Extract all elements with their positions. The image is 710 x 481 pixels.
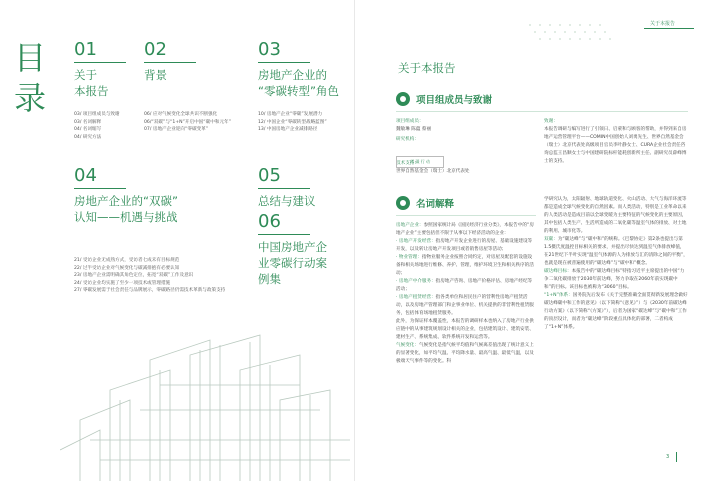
entry-text: 为“碳达峰”与“碳中和”的统称。《巴黎协定》第2条也提出与第1.5摄氏度温控目标相关的要求，并提出尽快达到温室气体排放峰值，在21世纪下半叶实现“温室气体源的人为排放与汇的清除之间的平衡”，也就是现在被普遍使用的“碳达峰”与“碳中和”概念。: [544, 237, 688, 266]
glossary-entry: [396, 294, 536, 318]
entry-text: 此外，为保证样本覆盖性，本报告的调研样本也纳入了房地产行业供应链中的从事建筑规划设计相关的企业，包括建筑设计、建筑安装、建材生产、系统集成、软件系统开发和运营等。: [396, 319, 534, 340]
page-number: 3: [666, 454, 670, 460]
member-text: 世界自然基金会（瑞士）北京代表处: [396, 169, 470, 174]
toc-title-text: 目录: [14, 39, 47, 117]
section-sub-item[interactable]: 23/ 房地产企业需明确其角色定位，拓宽“双碳”工作及意识: [74, 273, 194, 279]
glossary-entry: [396, 238, 536, 254]
glossary-entry: [396, 222, 536, 238]
member-label: 项目组成员：: [396, 119, 424, 124]
section-sub-item[interactable]: 10/ 房地产企业“零碳”发展潜力: [258, 112, 323, 117]
section-number: 02: [144, 39, 167, 60]
section-title: 房地产企业的“双碳” 认知——机遇与挑战: [74, 194, 178, 224]
glossary-column-1: [396, 222, 536, 366]
glossary-heading: 名词解释: [416, 199, 455, 210]
entry-text: 参照国家统计局《国民经济行业分类》，本报告中的“房地产企业”主要包括但不限于从事以下经济活动的企业：: [396, 223, 534, 236]
glossary-entry: [396, 278, 536, 294]
section-sub-item[interactable]: 03/ 名词解释: [74, 119, 102, 125]
dot-pattern: [520, 20, 670, 60]
glossary-entry: [396, 318, 536, 342]
entry-label: · 房地产中介服务：: [396, 279, 436, 284]
section-divider: [144, 62, 196, 63]
section-number: 05: [258, 165, 281, 186]
section-sub-item[interactable]: 22/ 过半受访企业对气候变化与碳减排抱有必要认知: [74, 265, 180, 271]
member-label: 研究机构：: [396, 137, 419, 142]
header-tag: 关于本报告: [650, 21, 676, 27]
section-sub-item[interactable]: 24/ 受访企业均实施了至少一项技术或管理措施: [74, 280, 171, 286]
section-number: 01: [74, 39, 97, 60]
page-heading: 关于本报告: [398, 61, 456, 75]
glossary-divider: [396, 215, 536, 216]
glossary-heading-row: [396, 196, 454, 210]
section-sub-item[interactable]: 04/ 名词缩写: [74, 127, 102, 133]
entry-label: 气候变化：: [396, 343, 419, 348]
entry-label: 房地产企业：: [396, 223, 424, 228]
section-title: 中国房地产企 业零碳行动案 例集: [258, 240, 327, 286]
toc-section-02[interactable]: [144, 40, 254, 134]
section-number: 06: [258, 211, 281, 232]
entry-label: 碳达峰目标：: [544, 269, 572, 274]
section-title: 房地产企业的 “零碳转型”角色: [258, 68, 339, 98]
glossary-entry: [544, 196, 688, 236]
bullet-icon: [396, 92, 410, 106]
members-heading-row: [396, 92, 492, 106]
entry-text: 气候变化是指气候平均值和气候离差值出现了统计意义上的显著变化，如平均气温、平均降水量、最高气温、最低气温，以及极端天气事件等的变化。科: [396, 343, 534, 364]
section-divider: [258, 62, 310, 63]
toc-section-06[interactable]: [258, 212, 354, 287]
entry-text: 指房地产咨询、房地产价格评估、房地产经纪等活动；: [396, 279, 533, 292]
entry-label: 双碳：: [544, 237, 558, 242]
glossary-entry: [544, 292, 688, 332]
page-number-rule: [676, 452, 677, 462]
glossary-entry: [396, 254, 536, 278]
section-sub-item[interactable]: 27/ 零碳发展需于社会责任与品牌展示，零碳路径仍需技术革新与政策支持: [74, 288, 226, 294]
page-gutter: [354, 0, 355, 481]
section-number: 03: [258, 39, 281, 60]
glossary-entry: [544, 236, 688, 268]
glossary-column-2: [544, 196, 688, 332]
toc-section-03[interactable]: [258, 40, 354, 134]
member-label: 技术支持：: [396, 161, 419, 166]
section-divider: [258, 234, 310, 235]
entry-text: 指房地产开发企业进行的房屋、基础设施建设等开发，以及转让房地产开发项目或者销售房屋等活动；: [396, 239, 533, 252]
entry-text: 指物业服务企业按照合同约定，对房屋及配套的设施设备和相关场地进行维修、养护、管理，维护环境卫生和相关秩序的活动；: [396, 255, 534, 276]
section-divider: [74, 188, 126, 189]
entry-text: 国务院先后发布《关于完整准确全面贯彻新发展理念做好碳达峰碳中和工作的意见》（以下简称“《意见》”）与《2030年前碳达峰行动方案》（以下简称“《方案》”），后者为国家“碳达峰”与“碳中和”工作的顶层设计，而者为“碳达峰”阶段重点具体化的部署，二者构成了“1+N”体系。: [544, 293, 688, 330]
section-title: 背景: [144, 68, 167, 82]
section-sub-item[interactable]: 13/ 中国房地产企业减排路径: [258, 127, 318, 133]
thanks-text: 本报告调研与编写进行了引领日、启蒙和与顾客的帮助，并得到来自房地产运营管理平台——COMIN中国创始人刘勇先生、世界自然基金会（瑞士）北京代表处高级项目官员李叶静女士、CURA企业社会责任咨询总监王昌顺女士与中国建研院标杆能耗创新所主任、副研究员薛峰博士的支持。: [544, 127, 687, 164]
section-divider: [258, 188, 310, 189]
member-text: 魏敏琳 陈蕴 蔡丽: [396, 127, 432, 132]
section-sub-item[interactable]: 07/ 房地产企业迎向“零碳变革”: [144, 127, 209, 133]
section-divider: [74, 62, 126, 63]
section-sub-item[interactable]: 21/ 受访企业无成熟方式，受访者七成未有目标规范: [74, 258, 180, 263]
entry-text: 学研究认为，太阳辐射、地球轨道变化、火山活动、大气与海洋环流等都是造成全球气候变化的自然因素。而人类活动，特别是工业革命以来的人类活动是造成目前以全球变暖为主要特征的气候变化的主要原因，其中包括人类生产、生活所造成的二氧化碳等温室气体的排放、对土地的利用、城市化等。: [544, 197, 687, 234]
section-number: 04: [74, 165, 97, 186]
section-sub-item[interactable]: 12/ 中国企业“零碳转型战略蓝图”: [258, 119, 327, 125]
toc-title: [14, 38, 54, 118]
section-sub-item[interactable]: 06/“双碳”与“1+N”开启中国“碳中和元年”: [144, 119, 232, 125]
entry-label: “1+N”体系：: [544, 293, 573, 298]
section-sub-item[interactable]: 06/ 应对气候变化全球共识不断强化: [144, 112, 218, 117]
members-heading: 项目组成员与致谢: [416, 95, 493, 106]
entry-text: 指各类单位和居民住户的营利性房地产租赁活动，以及房地产管理部门和企事业单位、机关提供的非营利性租赁服务，包括体育场地租赁服务。: [396, 295, 534, 316]
toc-section-05[interactable]: [258, 166, 354, 209]
research-org-logo: 零 碳 行 动: [396, 156, 444, 168]
section-sub-item[interactable]: 03/ 项目组成员与致谢: [74, 112, 120, 117]
members-right-column: [544, 118, 688, 166]
entry-label: · 物业管理：: [396, 255, 422, 260]
glossary-entry: [396, 342, 536, 366]
toc-section-01[interactable]: [74, 40, 138, 141]
toc-section-04[interactable]: [74, 166, 254, 295]
entry-label: · 房地产租赁经营：: [396, 295, 436, 300]
entry-label: · 房地产开发经营：: [396, 239, 436, 244]
building-illustration: [60, 330, 350, 481]
section-sub-item[interactable]: 04/ 研究方法: [74, 134, 102, 140]
section-title: 关于 本报告: [74, 68, 109, 98]
members-divider: [396, 111, 688, 112]
thanks-label: 致谢：: [544, 119, 558, 124]
entry-text: 本报告中的“碳达峰目标”特指习近平主席提出的中国“力争二氧化碳排放于2030年前达峰，努力争取在2060年前实现碳中和”的目标。该目标也被称为“3060”目标。: [544, 269, 685, 290]
section-title: 总结与建议: [258, 194, 316, 208]
bullet-icon: [396, 196, 410, 210]
glossary-entry: [544, 268, 688, 292]
